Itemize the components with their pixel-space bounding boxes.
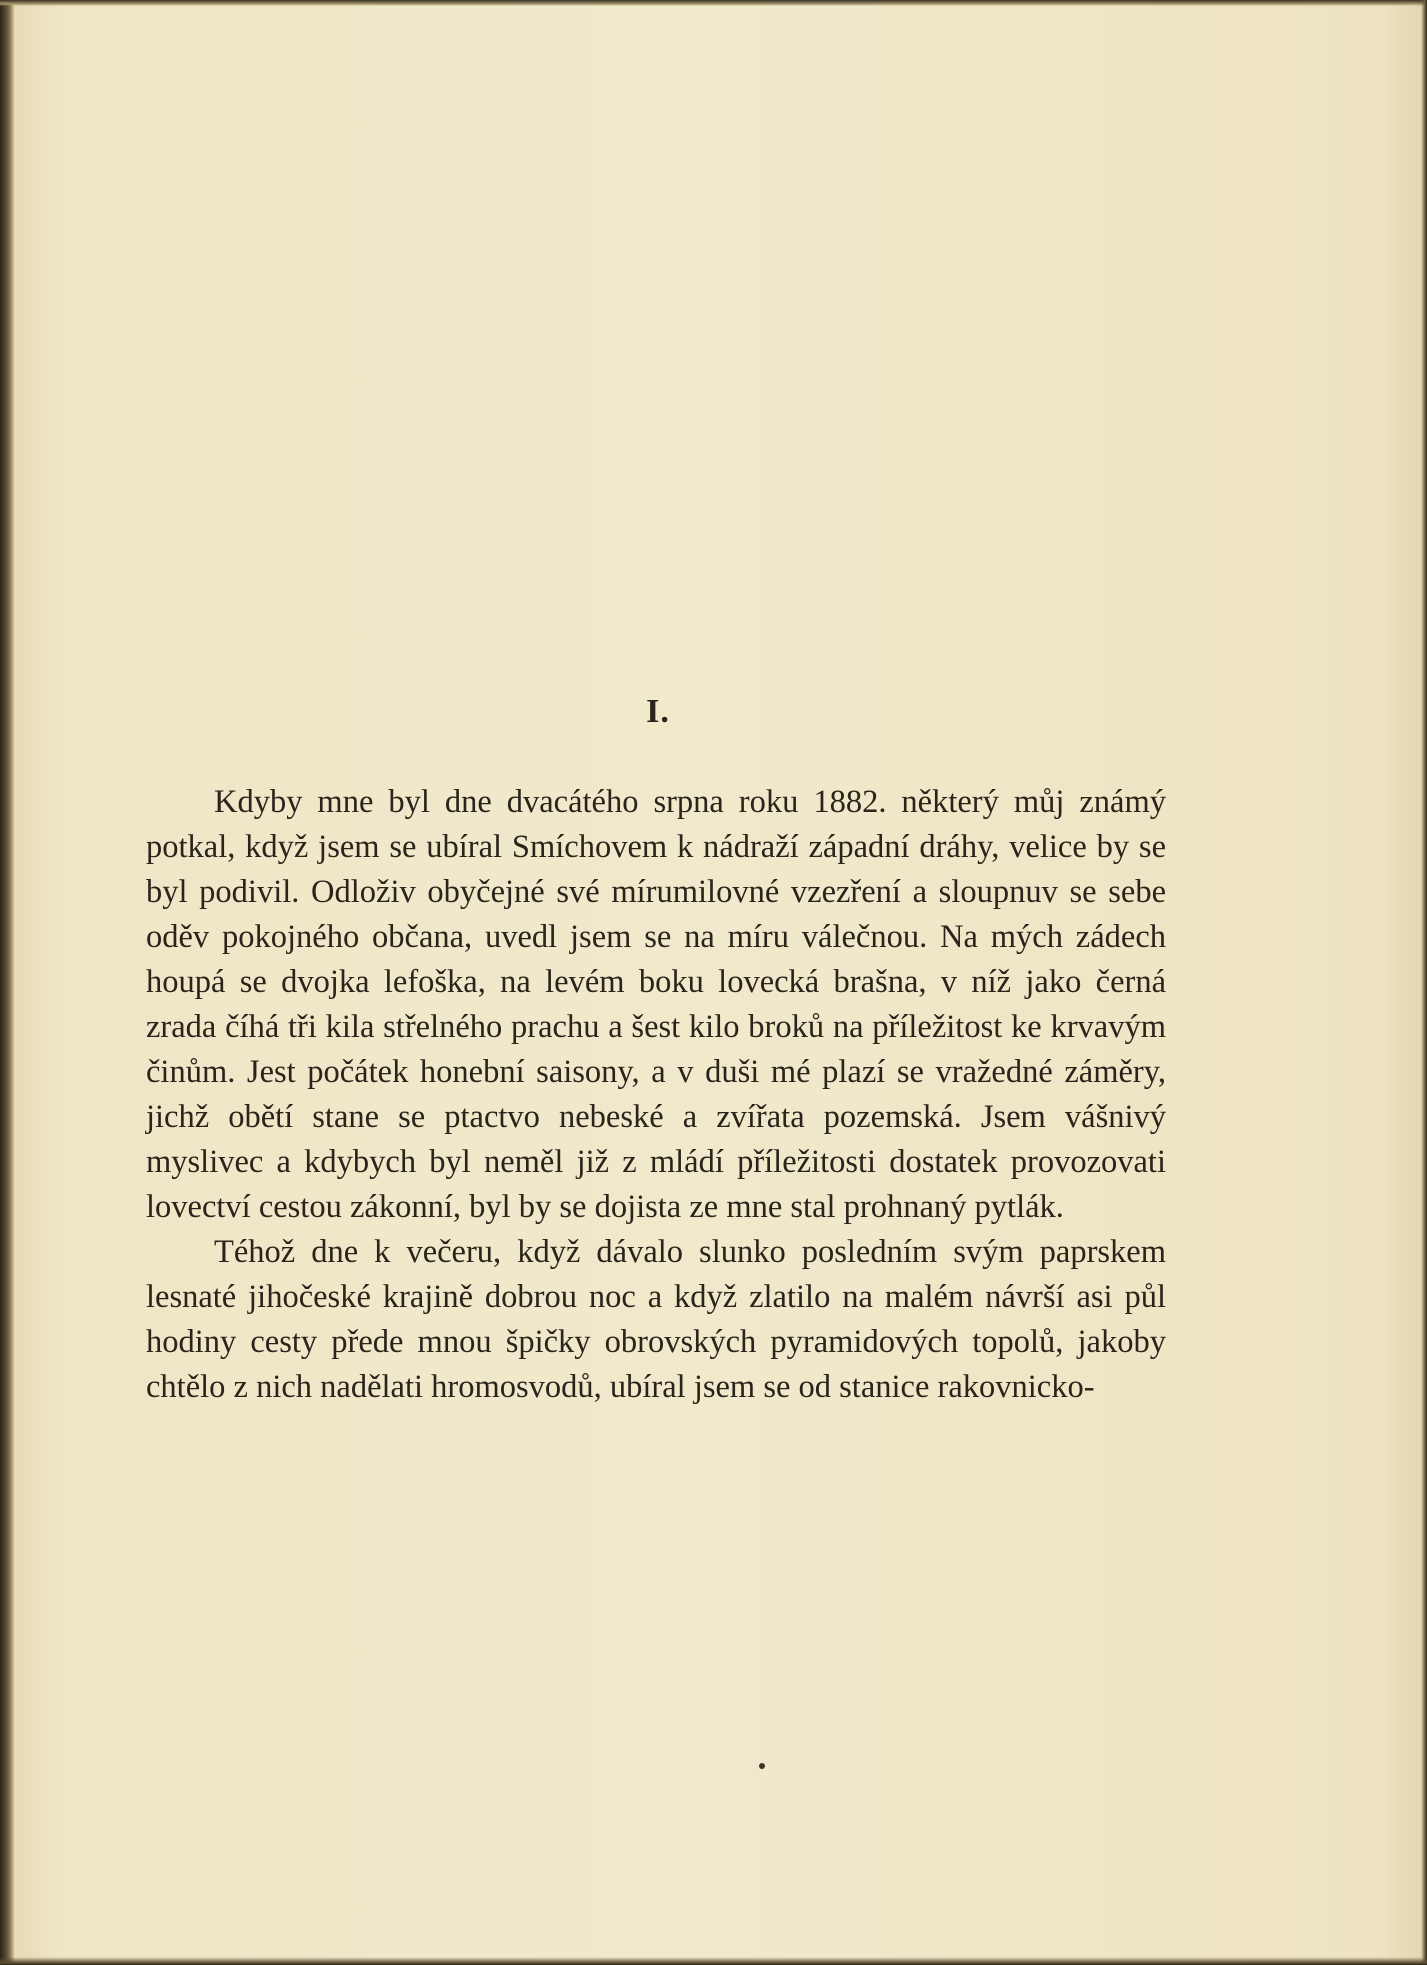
page-top-edge-shadow <box>0 0 1427 6</box>
page-left-edge-shadow <box>0 0 14 1965</box>
page-text-block <box>146 690 1166 1410</box>
paragraph-2: Téhož dne k večeru, když dávalo slunko posledním svým paprskem lesnaté jihočeské krajině dobrou noc a když zlatilo na malém návrší asi půl hodiny cesty přede mnou špičky obrovských pyramidových topolů, jakoby chtělo z nich nadělati hromosvodů, ubíral jsem se od stanice rakovnicko- <box>146 1234 1166 1405</box>
chapter-heading: I. <box>646 693 670 730</box>
ink-speck <box>759 1763 765 1769</box>
page-right-edge-shadow <box>1421 0 1427 1965</box>
paragraph-1: Kdyby mne byl dne dvacátého srpna roku 1882. některý můj známý potkal, když jsem se ubíral Smíchovem k nádraží západní dráhy, velice by se byl podivil. Odloživ obyčejné své mírumilovné vzezření a sloupnuv se sebe oděv pokojného občana, uvedl jsem se na míru válečnou. Na mých zádech houpá se dvojka lefoška, na levém boku lovecká brašna, v níž jako černá zrada číhá tři kila střelného prachu a šest kilo broků na příležitost ke krvavým činům. Jest počátek honební saisony, a v duši mé plazí se vražedné záměry, jichž obětí stane se ptactvo nebeské a zvířata pozemská. Jsem vášnivý myslivec a kdybych byl neměl již z mládí příležitosti dostatek provozovati lovectví cestou zákonní, byl by se dojista ze mne stal prohnaný pytlák. <box>146 784 1166 1225</box>
page-bottom-edge-shadow <box>0 1957 1427 1965</box>
